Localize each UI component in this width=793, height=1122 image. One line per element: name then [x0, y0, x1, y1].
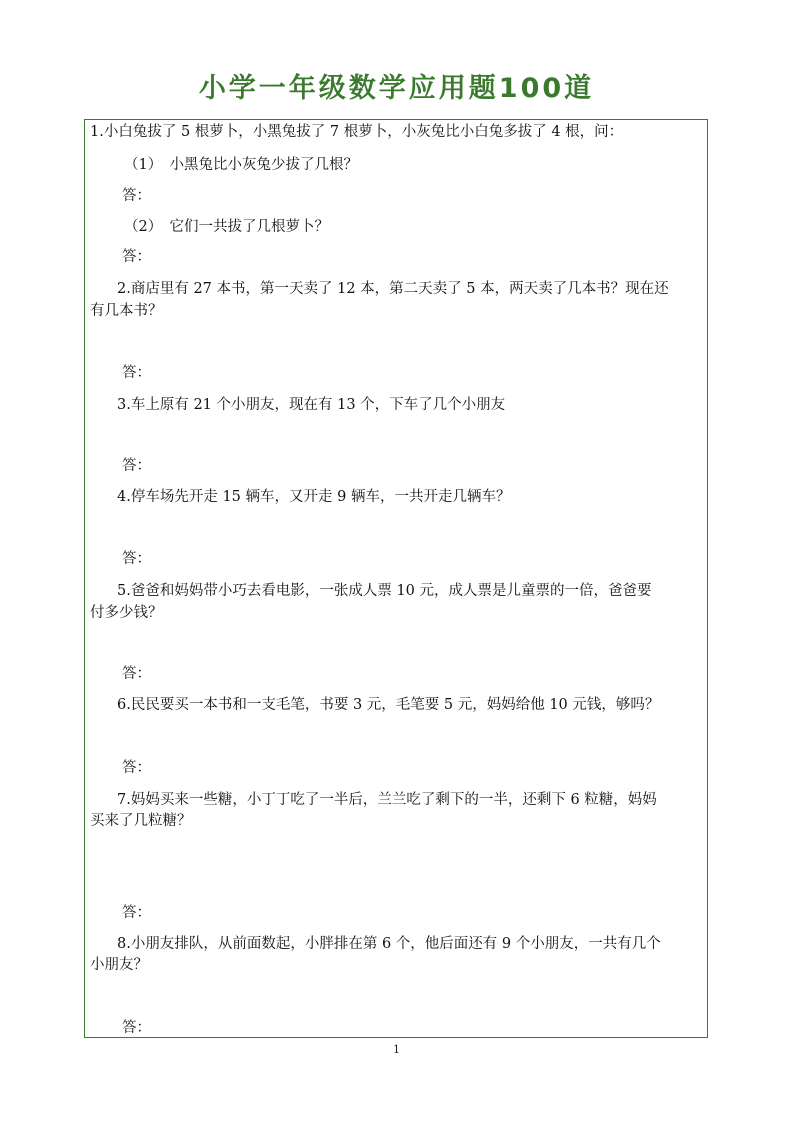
question-2-line-1: 2.商店里有 27 本书，第一天卖了 12 本，第二天卖了 5 本，两天卖了几本书？现在还 — [117, 281, 669, 297]
question-8-line-1: 8.小朋友排队，从前面数起，小胖排在第 6 个，他后面还有 9 个小朋友，一共有几个 — [117, 936, 661, 952]
question-7-line-1: 7.妈妈买来一些糖，小丁丁吃了一半后，兰兰吃了剩下的一半，还剩下 6 粒糖，妈妈 — [117, 792, 657, 808]
question-8-answer: 答： — [122, 1020, 151, 1036]
question-4-answer: 答： — [122, 551, 151, 567]
page-number: 1 — [393, 1043, 400, 1056]
question-8-line-2: 小朋友？ — [90, 957, 148, 973]
question-3-line-1: 3.车上原有 21 个小朋友，现在有 13 个，下车了几个小朋友 — [117, 397, 506, 413]
question-5-line-1: 5.爸爸和妈妈带小巧去看电影，一张成人票 10 元，成人票是儿童票的一倍，爸爸要 — [117, 583, 652, 599]
question-2-line-2: 有几本书？ — [90, 303, 163, 319]
question-3-answer: 答： — [122, 458, 151, 474]
question-1-answer-1: 答： — [122, 188, 151, 204]
question-2-answer: 答： — [122, 365, 151, 381]
question-5-answer: 答： — [122, 666, 151, 682]
question-4-line-1: 4.停车场先开走 15 辆车，又开走 9 辆车，一共开走几辆车？ — [117, 489, 511, 505]
question-7-line-2: 买来了几粒糖？ — [90, 813, 192, 829]
question-frame — [84, 119, 708, 1038]
question-6-answer: 答： — [122, 760, 151, 776]
question-7-answer: 答： — [122, 905, 151, 921]
page-title: 小学一年级数学应用题100道 — [198, 73, 595, 104]
question-6-line-1: 6.民民要买一本书和一支毛笔，书要 3 元，毛笔要 5 元，妈妈给他 10 元钱，够吗？ — [117, 697, 660, 713]
question-1-stem: 1.小白兔拔了 5 根萝卜，小黑兔拔了 7 根萝卜，小灰兔比小白兔多拔了 4 根，问： — [90, 124, 624, 140]
question-5-line-2: 付多少钱？ — [90, 605, 163, 621]
question-1-sub-1: （1） 小黑兔比小灰兔少拔了几根？ — [124, 157, 358, 173]
question-1-answer-2: 答： — [122, 249, 151, 265]
question-1-sub-2: （2） 它们一共拔了几根萝卜？ — [124, 219, 329, 235]
